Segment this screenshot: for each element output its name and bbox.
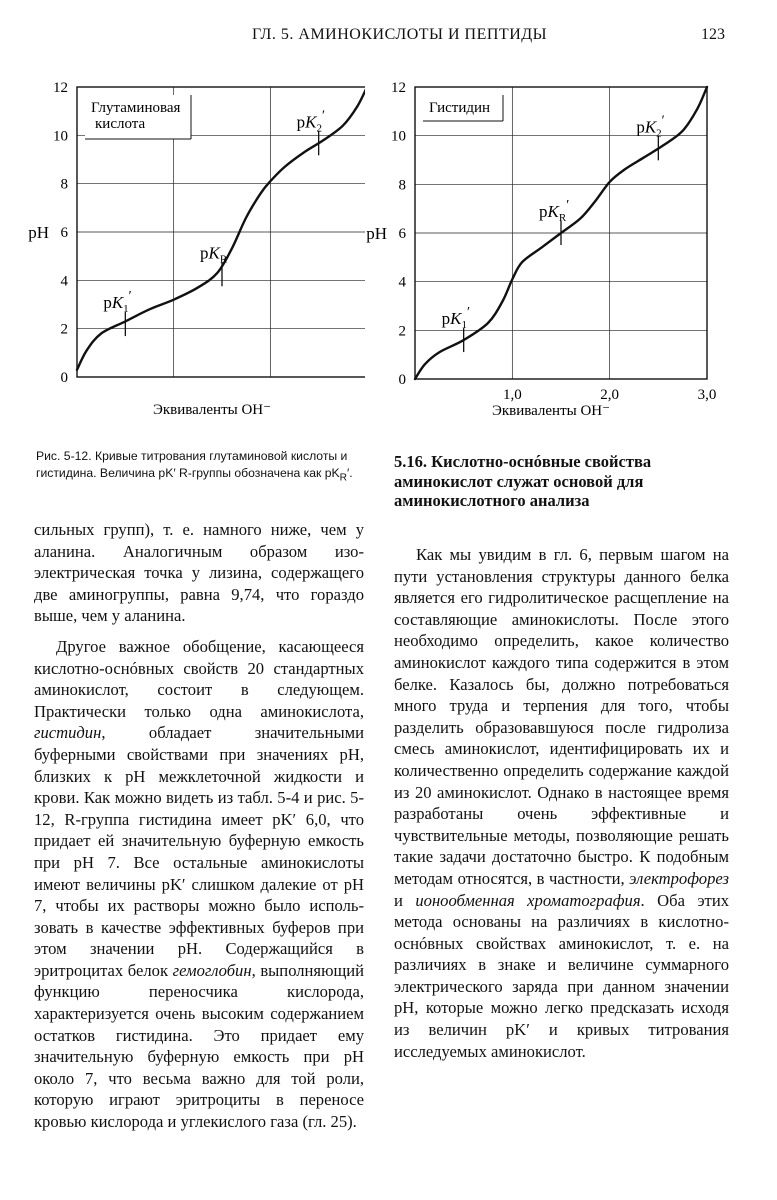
x-axis-label: Эквиваленты OH⁻ <box>152 402 272 418</box>
caption-subscript: R <box>339 471 347 483</box>
y-tick-label: 4 <box>60 273 68 290</box>
text-run: . Оба этих метода основаны на различиях в кислотно-оснóвных свойствах аминокислот, т. е. на различиях в знаке и величине суммарного электрического заряда при данном значении pH, которые можно легко предсказать исходя из величин pK′ и кривых титрования исследуемых аминокислот. <box>394 890 729 1061</box>
text-run: Как мы увидим в гл. 6, первым шагом на пути установления структуры данного белка является его гидролитическое расщепление на составляющие аминокислоты. После этого необходимо определить, какое количество аминокислот каждого типа содержится в этом белке. Казалось бы, должно потребоваться много труда и терпения для того, чтобы разделить образовавшуюся после гидролиза смесь аминокислот, идентифицировать их и количественно определить содержание каждой из 20 аминокислот. Однако в настоящее время разработаны очень эффективные и чувствительные методы, позволяющие решать такие задачи достаточно быстро. К подобным методам относятся, в частности, <box>394 545 729 888</box>
term-hemoglobin: гемоглобин <box>172 960 252 980</box>
x-axis-label: Эквиваленты OH⁻ <box>491 403 611 419</box>
y-tick-label: 6 <box>60 225 68 241</box>
x-tick-label: 1,0 <box>502 387 522 403</box>
x-tick-label: 3,0 <box>697 387 717 403</box>
term-ion-exchange-chromatography: ионообменная хроматография <box>415 890 641 910</box>
running-title: ГЛ. 5. АМИНОКИСЛОТЫ И ПЕПТИДЫ <box>252 26 548 43</box>
text-run: Другое важное обобщение, касающееся кислотно-оснóвных свойств 20 стандартных аминокислот, состоит в следующем. Практически только одна аминокислота, <box>34 636 364 721</box>
y-tick-label: 2 <box>60 321 68 338</box>
section-heading: 5.16. Кислотно-оснóвные свойства аминокислот служат основой для аминокислотного анализа <box>394 452 652 510</box>
pk-label: $pK_1'$ <box>441 305 471 332</box>
text-run: и <box>394 890 416 910</box>
y-axis-label: pH <box>366 224 387 243</box>
y-axis-label: pH <box>28 223 49 242</box>
caption-text: Рис. 5-12. Кривые титрования глутаминовой кислоты и гистидина. Величина pK′ R-группы обозначена как pK <box>36 449 348 480</box>
pk-label: $pK_2'$ <box>296 108 326 135</box>
y-tick-label: 0 <box>60 370 68 386</box>
y-tick-label: 10 <box>391 128 406 145</box>
figure-caption <box>36 448 356 486</box>
text-run: , обладает значительными буферными свойствами при значениях pH, близких к pH межклеточной жидкости и крови. Как можно видеть из табл. 5-4 и рис. 5-12, R-группа гистидина имеет pK′ 6,0, что придает ей значительную буферную емкость при pH 7. Все остальные аминокислоты имеют величины pK′ слишком далекие от pH 7, чтобы их растворы можно было использовать в качестве эффективных буферов при этом значении pH. Содержащийся в эритроцитах белок <box>34 723 364 980</box>
pk-label: $pK_2'$ <box>636 113 665 140</box>
y-tick-label: 12 <box>391 80 406 96</box>
pk-label: $pK_R$ <box>200 243 228 266</box>
running-header <box>0 26 777 48</box>
y-tick-label: 8 <box>60 176 68 193</box>
caption-suffix: ′. <box>346 465 353 480</box>
y-tick-label: 12 <box>53 80 68 96</box>
paragraph: сильных групп), т. е. намного ниже, чем у аланина. Аналогичным образом изоэлектрическая точка у лизина, содержащего две аминогруппы, равна 9,74, что гораздо выше, чем у аланина. <box>34 520 364 626</box>
pk-label: $pK_1'$ <box>103 289 132 316</box>
page-number: 123 <box>701 26 725 43</box>
term-electrophoresis: электрофорез <box>629 868 729 888</box>
y-tick-label: 8 <box>398 177 406 194</box>
paragraph <box>34 636 364 1133</box>
chart-title: Гистидин <box>429 100 491 116</box>
y-tick-label: 2 <box>398 323 406 340</box>
pk-label: $pK_R'$ <box>539 198 570 224</box>
y-tick-label: 10 <box>53 128 68 145</box>
y-tick-label: 6 <box>398 226 406 242</box>
y-tick-label: 4 <box>398 274 406 291</box>
x-tick-label: 2,0 <box>600 387 620 403</box>
term-histidine: гистидин <box>34 723 102 743</box>
y-tick-label: 0 <box>398 372 406 388</box>
chart-title: Глутаминовая кислота <box>91 100 181 132</box>
right-column <box>394 544 729 1062</box>
text-run: , выполняющий функцию переносчика кислорода, характеризуется очень высоким содержанием остатков гистидина. Это придает ему значительную буферную емкость при pH около 7, что весьма важно для той роли, которую играют эритроциты в переносе кровью кислорода и углекислого газа (гл. 25). <box>34 960 364 1132</box>
left-column <box>34 519 364 1133</box>
glutamic-acid-titration-chart <box>25 75 365 425</box>
paragraph <box>394 544 729 1062</box>
histidine-titration-chart <box>360 75 720 425</box>
